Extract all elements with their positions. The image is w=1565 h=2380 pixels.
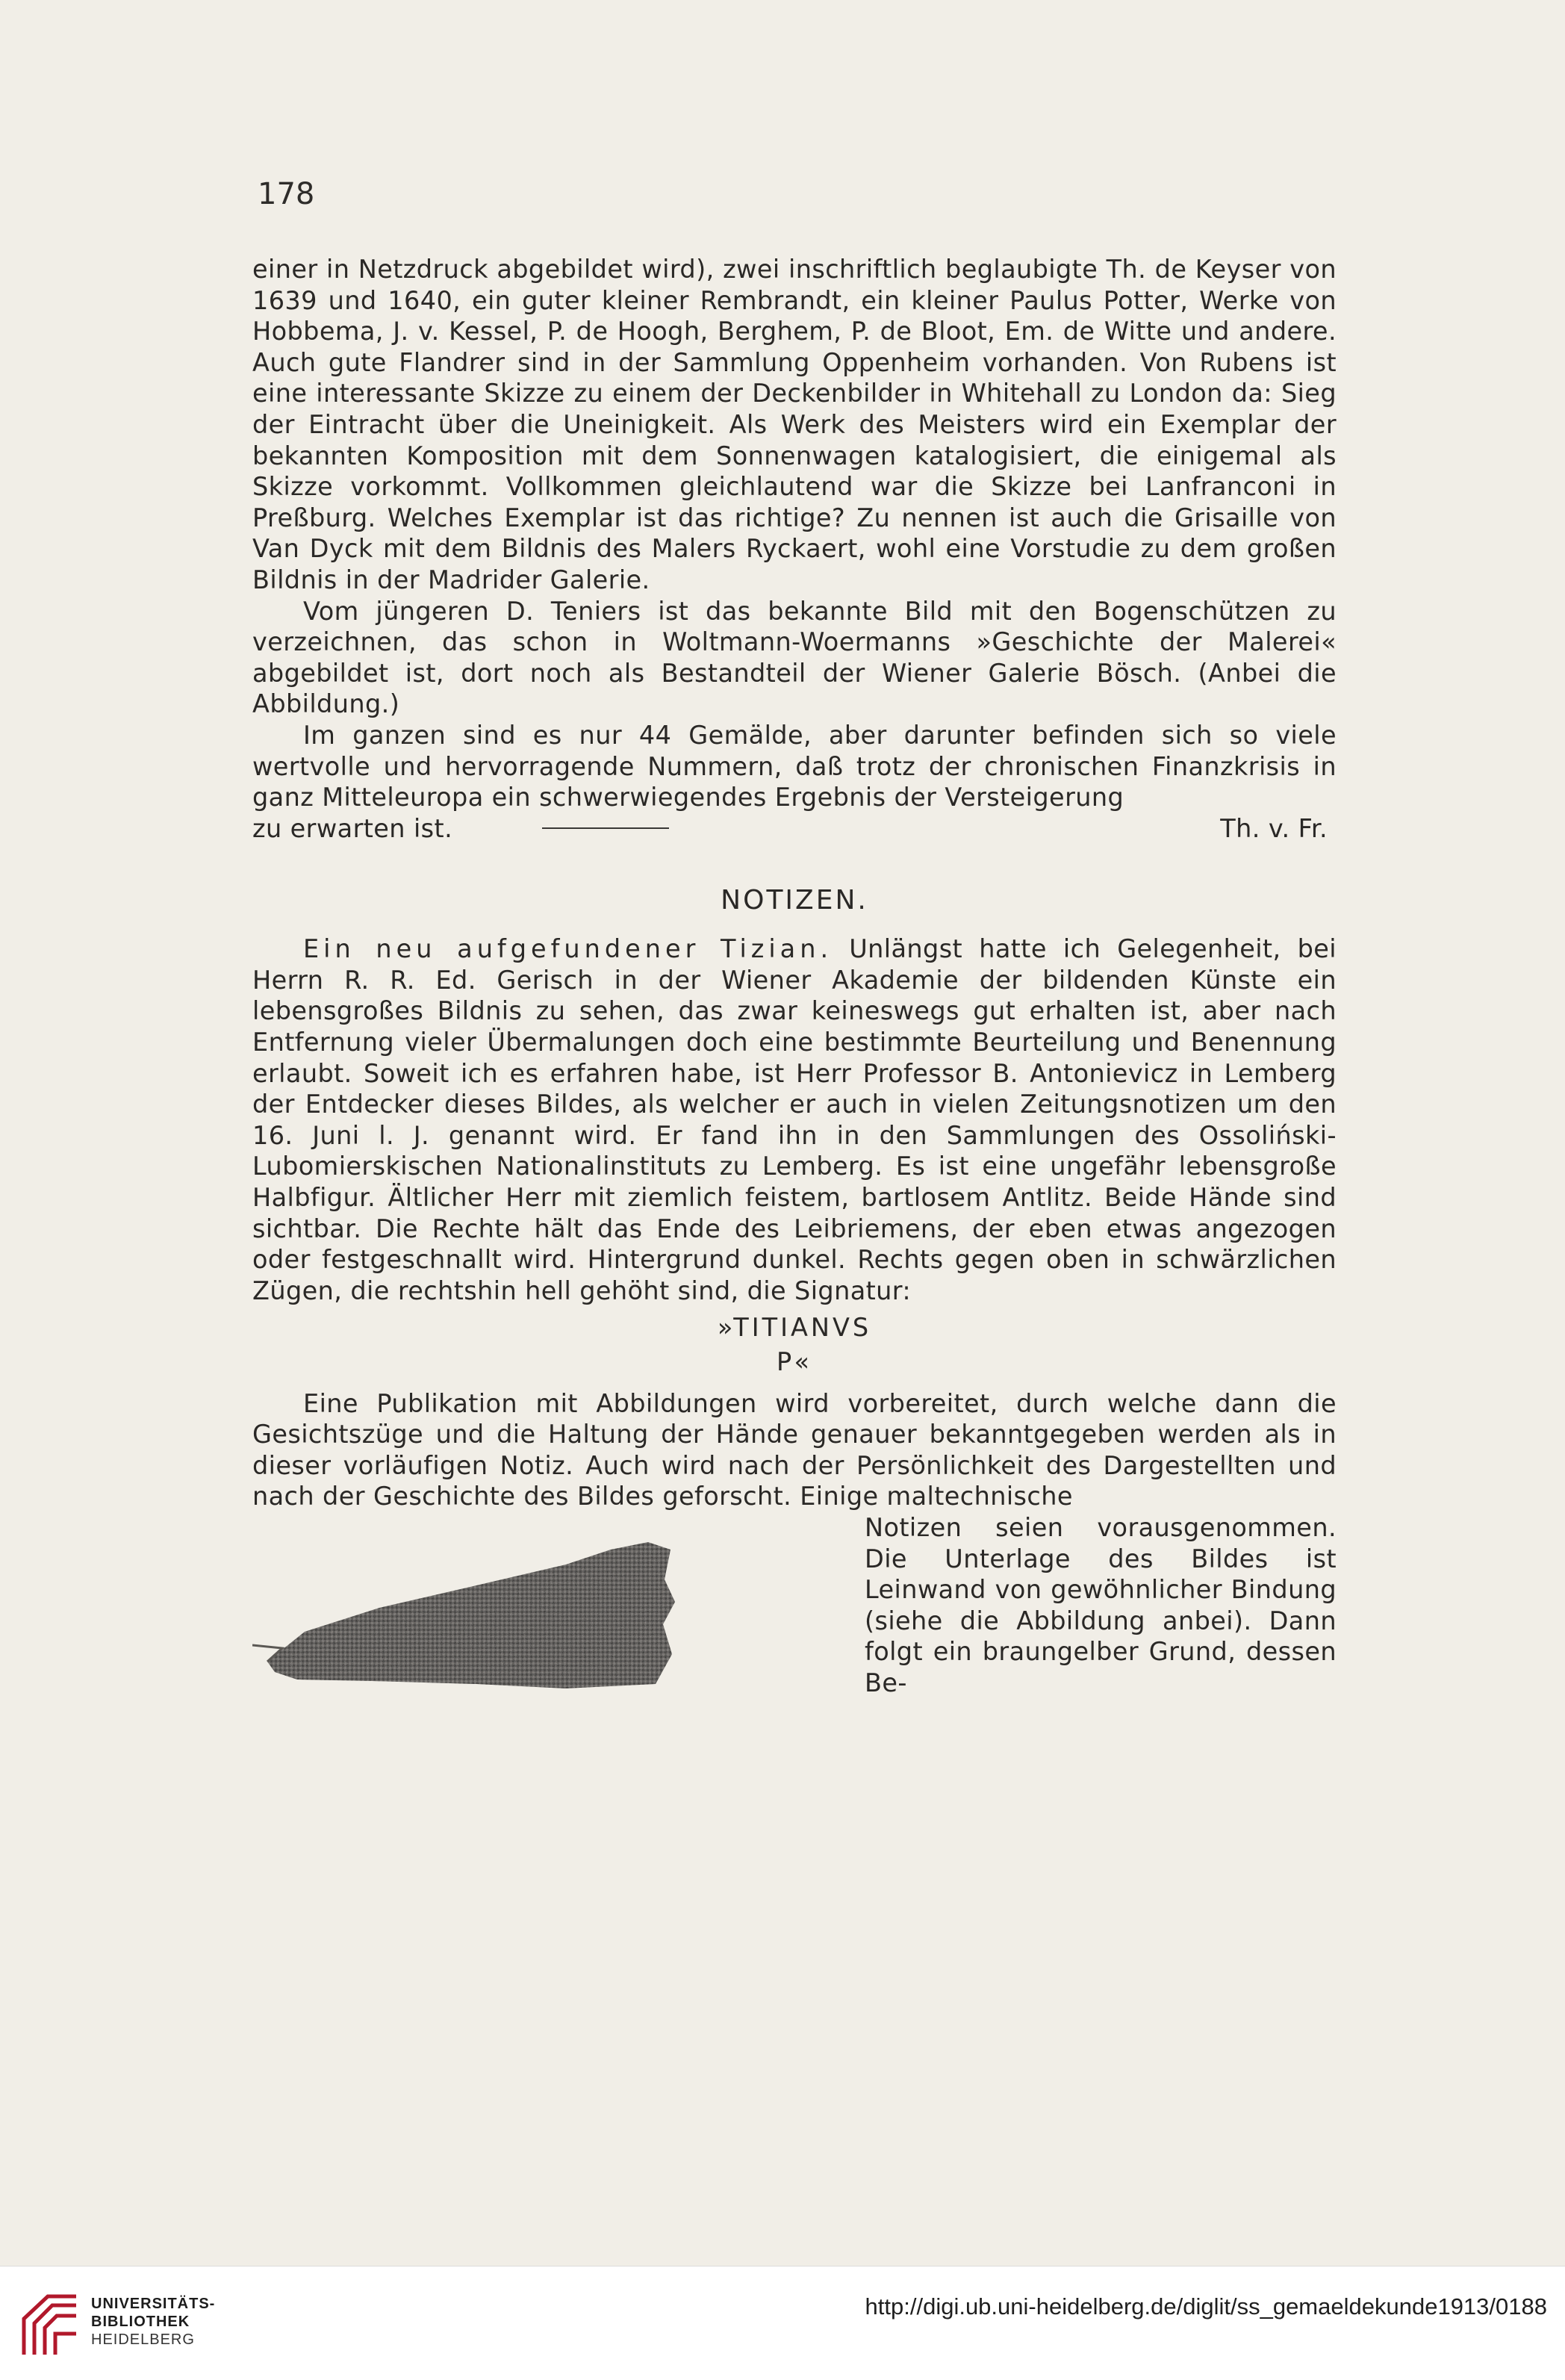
library-name xyxy=(91,2295,215,2349)
paragraph-teniers: Vom jüngeren D. Teniers ist das bekannte Bild mit den Bogenschützen zu verzeichnen, das schon in Woltmann-Woermanns »Geschichte der Malerei« abgebildet ist, dort noch als Bestandteil der Wiener Galerie Bösch. (Anbei die Abbildung.) xyxy=(252,596,1337,719)
library-footer xyxy=(0,2266,1565,2380)
page-number: 178 xyxy=(258,177,315,211)
library-name-line-3: HEIDELBERG xyxy=(91,2331,195,2348)
closing-line xyxy=(252,813,1337,845)
canvas-notes-text: Notizen seien vorausgenommen. Die Unterlage des Bildes ist Leinwand von gewöhnlicher Bindung (siehe die Abbildung anbei). Dann folgt ein braungelber Grund, dessen Be- xyxy=(865,1512,1337,1697)
inscription-line-1: »TITIANVS xyxy=(717,1313,872,1343)
section-heading: NOTIZEN. xyxy=(721,885,868,916)
canvas-figure-block xyxy=(252,1512,1337,1699)
library-name-line-1: UNIVERSITÄTS- xyxy=(91,2296,216,2312)
university-library-logo-icon xyxy=(18,2289,82,2361)
section-rule xyxy=(542,827,669,829)
notice-title: Ein neu aufgefundener Tizian. xyxy=(303,934,833,964)
author-signature: Th. v. Fr. xyxy=(1220,813,1328,843)
notice-paragraph xyxy=(252,933,1337,1306)
canvas-weave-figure xyxy=(252,1512,865,1699)
paragraph-summary: Im ganzen sind es nur 44 Gemälde, aber darunter befinden sich so viele wertvolle und hervorragende Nummern, daß trotz der chronischen Finanzkrisis in ganz Mitteleuropa ein schwerwiegendes Ergebnis der Versteigerung xyxy=(252,720,1337,813)
paragraph-collection: einer in Netzdruck abgebildet wird), zwei inschriftlich beglaubigte Th. de Keyser von 1639 und 1640, ein guter kleiner Rembrandt, ein kleiner Paulus Potter, Werke von Hobbema, J. v. Kessel, P. de Hoogh, Berghem, P. de Bloot, Em. de Witte und andere. Auch gute Flandrer sind in der Sammlung Oppenheim vorhanden. Von Rubens ist eine interessante Skizze zu einem der Deckenbilder in Whitehall zu London da: Sieg der Eintracht über die Uneinigkeit. Als Werk des Meisters wird ein Exemplar der bekannten Komposition mit dem Sonnenwagen katalogisiert, die einigemal als Skizze vorkommt. Vollkommen gleichlautend war die Skizze bei Lanfranconi in Preßburg. Welches Exemplar ist das richtige? Zu nennen ist auch die Grisaille von Van Dyck mit dem Bildnis des Malers Ryckaert, wohl eine Vorstudie zu dem großen Bildnis in der Madrider Galerie. xyxy=(252,255,1337,594)
closing-words: zu erwarten ist. xyxy=(252,813,453,843)
paragraph-publication: Eine Publikation mit Abbildungen wird vorbereitet, durch welche dann die Gesichtszüge und die Haltung der Hände genauer bekanntgegeben werden als in dieser vorläufigen Notiz. Auch wird nach der Persönlichkeit des Dargestellten und nach der Geschichte des Bildes geforscht. Einige maltechnische xyxy=(252,1388,1337,1511)
notice-body: Unlängst hatte ich Gelegenheit, bei Herrn R. R. Ed. Gerisch in der Wiener Akademie der bildenden Künste ein lebensgroßes Bildnis zu sehen, das zwar keineswegs gut erhalten ist, aber nach Entfernung vieler Übermalungen doch eine bestimmte Beurteilung und Benennung erlaubt. Soweit ich es erfahren habe, ist Herr Professor B. Antonievicz in Lemberg der Entdecker dieses Bildes, als welcher er auch in vielen Zeitungsnotizen um den 16. Juni l. J. genannt wird. Er fand ihn in den Sammlungen des Ossoliński-Lubomierskischen Nationalinstituts zu Lemberg. Es ist eine ungefähr lebensgroße Halbfigur. Ältlicher Herr mit ziemlich feistem, bartlosem Antlitz. Beide Hände sind sichtbar. Die Rechte hält das Ende des Leibriemens, der eben etwas angezogen oder festgeschnallt wird. Hintergrund dunkel. Rechts gegen oben in schwärzlichen Zügen, die rechtshin hell gehöht sind, die Signatur: xyxy=(252,934,1337,1305)
inscription-line-2: P« xyxy=(776,1347,813,1376)
library-name-line-2: BIBLIOTHEK xyxy=(91,2314,190,2330)
source-url-link[interactable]: http://digi.ub.uni-heidelberg.de/diglit/ss_gemaeldekunde1913/0188 xyxy=(865,2293,1547,2320)
page-content xyxy=(252,254,1337,1699)
canvas-weave-image xyxy=(252,1512,865,1699)
